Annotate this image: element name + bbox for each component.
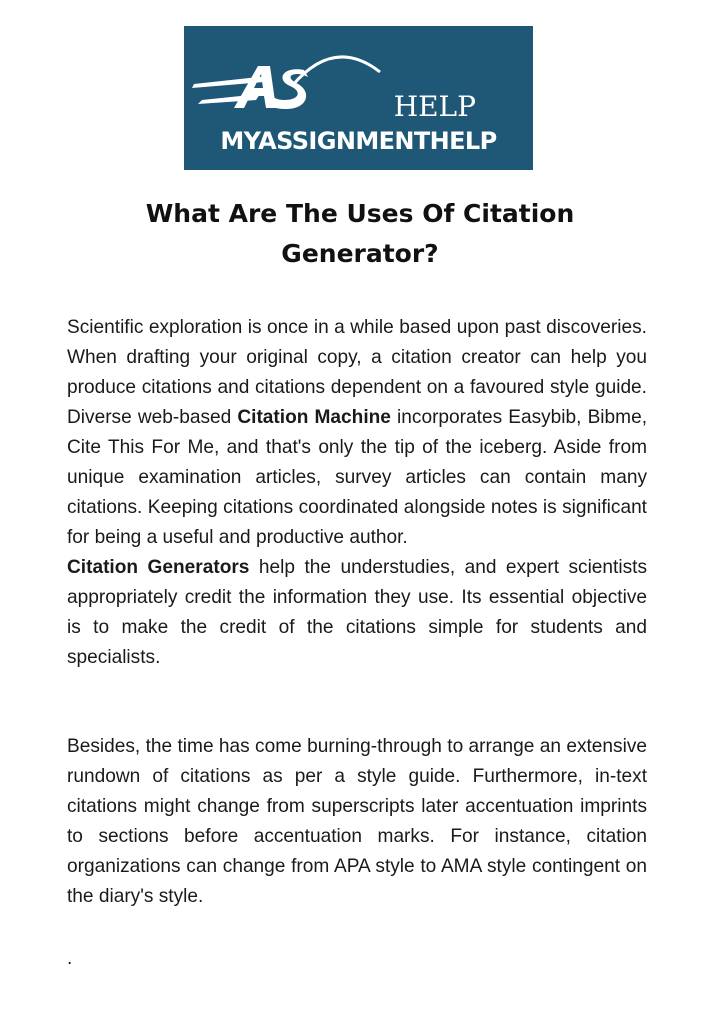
- paragraph1-end: help the understudies, and expert scientists appropriately credit the information they use. Its essential objective is to make the credit of the citations simple for students and specialists.: [67, 557, 647, 668]
- paragraph1-intro: Scientific exploration is once in a while based upon past discoveries. When drafting your original copy, a citation creator can help you produce citations and citations dependent on a favoured style guide. Diverse web-based: [67, 317, 647, 428]
- trailing-mark: .: [67, 948, 73, 969]
- page-title: What Are The Uses Of Citation Generator?: [145, 199, 575, 268]
- logo-wordmark: MYASSIGNMENTHELP: [220, 127, 497, 155]
- bold-term-citation-machine: Citation Machine: [237, 407, 391, 428]
- paragraph-citation-uses: [67, 313, 647, 673]
- paragraph1-middle: incorporates Easybib, Bibme, Cite This For Me, and that's only the tip of the iceberg. Aside from unique examination articles, survey articles can contain many citations. Keeping citations coordinated alongside notes is significant for being a useful and productive author.: [67, 407, 647, 548]
- brand-logo: [184, 26, 533, 170]
- bold-term-citation-generators: Citation Generators: [67, 557, 250, 578]
- paragraph-citation-formats: Besides, the time has come burning-through to arrange an extensive rundown of citations as per a style guide. Furthermore, in-text citations might change from superscripts later accentuation imprints to sections before accentuation marks. For instance, citation organizations can change from APA style to AMA style contingent on the diary's style.: [67, 736, 647, 907]
- logo-help-text: HELP: [393, 90, 476, 123]
